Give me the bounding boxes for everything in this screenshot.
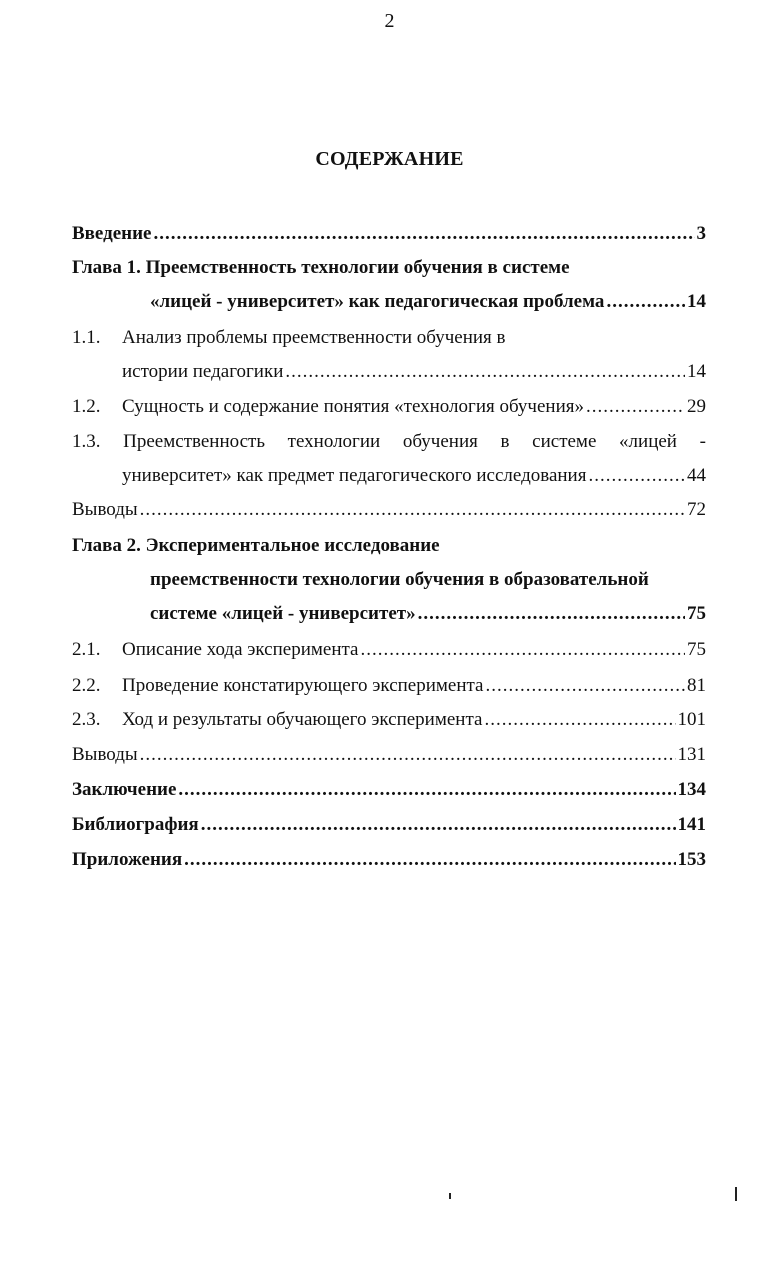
leader-dots	[285, 360, 685, 384]
toc-entry-appendices[interactable]	[72, 848, 706, 872]
leader-dots	[178, 778, 675, 802]
toc-conclusions-2[interactable]	[72, 743, 706, 767]
toc-page-number: 3	[696, 223, 706, 244]
toc-section-number: 1.1.	[72, 327, 101, 348]
toc-entry-label: системе «лицей - университет»	[150, 603, 416, 624]
toc-chapter-2-heading-cont-2[interactable]	[150, 602, 706, 626]
leader-dots	[140, 498, 685, 522]
toc-section-2-1[interactable]	[72, 638, 706, 662]
toc-chapter-2-heading[interactable]	[72, 534, 706, 558]
toc-entry-label: Анализ проблемы преемственности обучения в	[122, 327, 506, 348]
toc-entry-label: Выводы	[72, 499, 138, 520]
toc-section-2-3[interactable]	[72, 708, 706, 732]
toc-entry-word: системе	[532, 431, 597, 452]
toc-section-1-1[interactable]	[72, 326, 706, 350]
leader-dots	[485, 674, 685, 698]
toc-entry-word: в	[500, 431, 510, 452]
toc-section-2-2[interactable]	[72, 674, 706, 698]
toc-entry-bibliography[interactable]	[72, 813, 706, 837]
toc-chapter-1-heading-cont[interactable]	[150, 290, 706, 314]
toc-section-number: 2.2.	[72, 675, 101, 696]
leader-dots	[588, 464, 685, 488]
toc-page-number: 134	[677, 779, 706, 800]
toc-page-number: 153	[677, 849, 706, 870]
toc-entry-word: Преемственность	[123, 431, 266, 452]
leader-dots	[140, 743, 676, 767]
toc-section-number: 2.1.	[72, 639, 101, 660]
toc-page-number: 29	[687, 396, 706, 417]
toc-entry-word: обучения	[402, 431, 478, 452]
toc-section-number: 1.3.	[72, 431, 101, 452]
toc-entry-word: «лицей	[619, 431, 677, 452]
toc-entry-label: Заключение	[72, 779, 177, 800]
scan-speck	[735, 1187, 737, 1201]
toc-entry-label: Ход и результаты обучающего эксперимента	[122, 709, 483, 730]
scan-speck	[449, 1193, 451, 1199]
toc-page-number: 14	[687, 291, 706, 312]
leader-dots	[606, 290, 685, 314]
toc-entry-conclusion[interactable]	[72, 778, 706, 802]
toc-entry-label: Проведение констатирующего эксперимента	[122, 675, 484, 696]
page-number: 2	[384, 10, 395, 32]
toc-title: СОДЕРЖАНИЕ	[315, 148, 464, 170]
toc-page-number: 131	[677, 744, 706, 765]
toc-conclusions-1[interactable]	[72, 498, 706, 522]
leader-dots	[184, 848, 675, 872]
toc-section-1-3[interactable]	[72, 430, 706, 454]
toc-page-number: 72	[687, 499, 706, 520]
toc-entry-label: Описание хода эксперимента	[122, 639, 359, 660]
toc-entry-label: Введение	[72, 223, 152, 244]
toc-chapter-2-heading-cont[interactable]	[150, 568, 706, 592]
leader-dots	[201, 813, 676, 837]
toc-entry-label: Приложения	[72, 849, 183, 870]
toc-entry-label: истории педагогики	[122, 361, 284, 382]
toc-entry-word: технологии	[287, 431, 381, 452]
toc-entry-label: преемственности технологии обучения в образовательной	[150, 569, 649, 590]
toc-section-number: 2.3.	[72, 709, 101, 730]
toc-entry-label: Библиография	[72, 814, 199, 835]
toc-page-number: 141	[677, 814, 706, 835]
leader-dots	[360, 638, 685, 662]
toc-entry-introduction[interactable]	[72, 222, 706, 246]
toc-entry-label: Сущность и содержание понятия «технология обучения»	[122, 396, 584, 417]
toc-entry-label: Выводы	[72, 744, 138, 765]
leader-dots	[154, 222, 695, 246]
toc-page-number: 75	[687, 639, 706, 660]
toc-page-number: 81	[687, 675, 706, 696]
toc-section-number: 1.2.	[72, 396, 101, 417]
toc-entry-word: -	[699, 431, 706, 452]
leader-dots	[484, 708, 675, 732]
toc-page-number: 14	[687, 361, 706, 382]
toc-entry-label: Глава 1. Преемственность технологии обучения в системе	[72, 257, 570, 278]
leader-dots	[586, 395, 685, 419]
toc-page-number: 101	[677, 709, 706, 730]
toc-entry-label: Глава 2. Экспериментальное исследование	[72, 535, 440, 556]
toc-page-number: 44	[687, 465, 706, 486]
toc-page-number: 75	[687, 603, 706, 624]
toc-entry-label: «лицей - университет» как педагогическая проблема	[150, 291, 605, 312]
toc-entry-label: университет» как предмет педагогического исследования	[122, 465, 587, 486]
toc-section-1-3-cont[interactable]	[122, 464, 706, 488]
leader-dots	[418, 602, 685, 626]
toc-section-1-1-cont[interactable]	[122, 360, 706, 384]
toc-section-1-2[interactable]	[72, 395, 706, 419]
toc-chapter-1-heading[interactable]	[72, 256, 706, 280]
